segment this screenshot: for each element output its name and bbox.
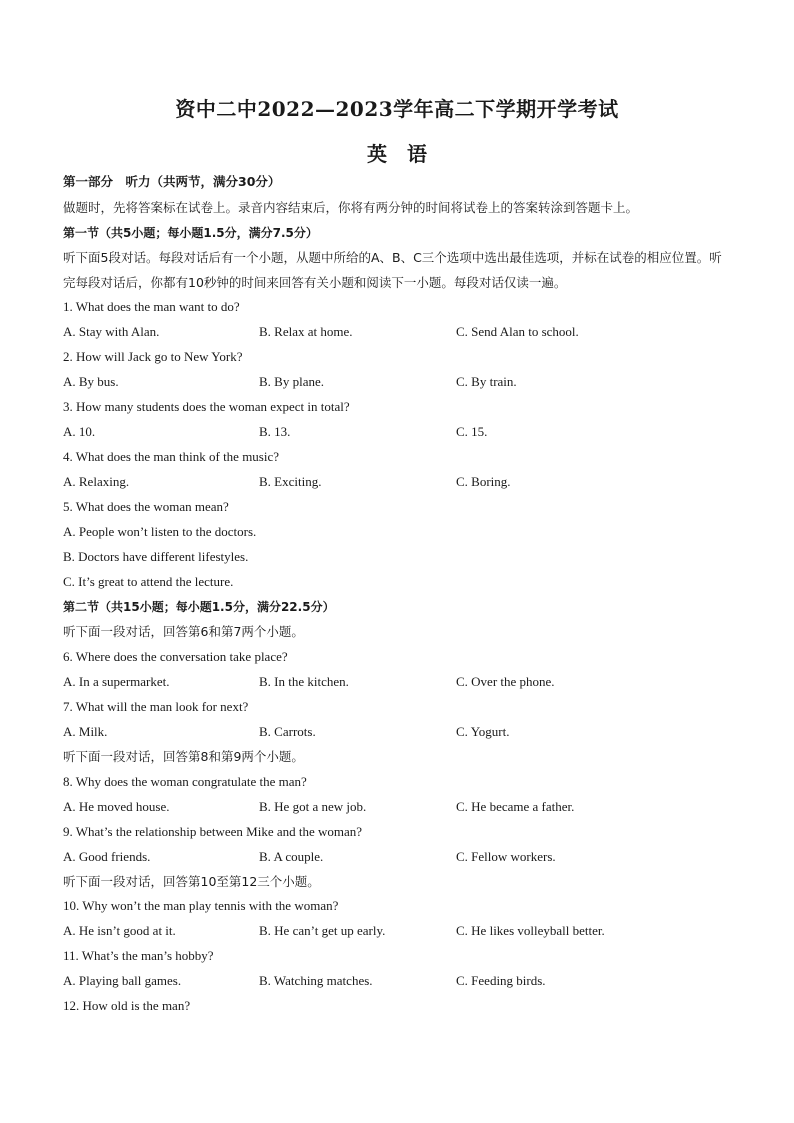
part1-instruction: 做题时，先将答案标在试卷上。录音内容结束后，你将有两分钟的时间将试卷上的答案转涂到答题卡上。: [63, 200, 639, 215]
dialogue-intro-8-9: 听下面一段对话，回答第8和第9两个小题。: [63, 749, 304, 764]
option-c: C. Feeding birds.: [456, 973, 546, 988]
option-b: B. In the kitchen.: [259, 674, 349, 689]
option-c: C. By train.: [456, 374, 517, 389]
question-8: 8. Why does the woman congratulate the man?: [63, 774, 307, 789]
section1-heading: 第一节（共5小题；每小题1.5分，满分7.5分）: [63, 226, 318, 240]
option-a: A. He isn’t good at it.: [63, 923, 176, 938]
question-10: 10. Why won’t the man play tennis with the woman?: [63, 898, 339, 913]
option-c: C. Yogurt.: [456, 724, 510, 739]
dialogue-intro-6-7: 听下面一段对话，回答第6和第7两个小题。: [63, 624, 304, 639]
option-b: B. He got a new job.: [259, 799, 367, 814]
option-b: B. 13.: [259, 424, 291, 439]
question-3: 3. How many students does the woman expect in total?: [63, 399, 350, 414]
question-6: 6. Where does the conversation take place?: [63, 649, 288, 664]
question-11: 11. What’s the man’s hobby?: [63, 948, 214, 963]
question-7: 7. What will the man look for next?: [63, 699, 249, 714]
option-b: B. Exciting.: [259, 474, 322, 489]
option-c: C. Boring.: [456, 474, 511, 489]
option-b: B. Relax at home.: [259, 324, 353, 339]
option-a: A. He moved house.: [63, 799, 170, 814]
question-12: 12. How old is the man?: [63, 998, 191, 1013]
part1-heading: 第一部分 听力（共两节，满分30分）: [63, 174, 281, 189]
question-5: 5. What does the woman mean?: [63, 499, 229, 514]
option-a: A. Stay with Alan.: [63, 324, 160, 339]
option-a: A. People won’t listen to the doctors.: [63, 524, 257, 539]
option-c: C. Fellow workers.: [456, 849, 556, 864]
section1-instruction: 听下面5段对话。每段对话后有一个小题，从题中所给的A、B、C三个选项中选出最佳选项，并标在试卷的相应位置。听完每段对话后，你都有10秒钟的时间来回答有关小题和阅读下一小题。每段对话仅读一遍。: [63, 250, 722, 290]
option-a: A. 10.: [63, 424, 96, 439]
subject-title: 英 语: [367, 142, 427, 166]
option-a: A. In a supermarket.: [63, 674, 170, 689]
question-4: 4. What does the man think of the music?: [63, 449, 280, 464]
option-a: A. Milk.: [63, 724, 108, 739]
option-b: B. He can’t get up early.: [259, 923, 386, 938]
option-c: C. Over the phone.: [456, 674, 555, 689]
option-c: C. Send Alan to school.: [456, 324, 579, 339]
question-2: 2. How will Jack go to New York?: [63, 349, 243, 364]
option-b: B. Watching matches.: [259, 973, 373, 988]
option-c: C. He became a father.: [456, 799, 575, 814]
question-1: 1. What does the man want to do?: [63, 299, 240, 314]
option-a: A. Good friends.: [63, 849, 151, 864]
question-9: 9. What’s the relationship between Mike and the woman?: [63, 824, 363, 839]
dialogue-intro-10-12: 听下面一段对话，回答第10至第12三个小题。: [63, 874, 320, 889]
option-b: B. Carrots.: [259, 724, 316, 739]
option-a: A. Playing ball games.: [63, 973, 182, 988]
exam-title: 资中二中2022—2023学年高二下学期开学考试: [175, 97, 619, 121]
option-c: C. 15.: [456, 424, 488, 439]
option-a: A. By bus.: [63, 374, 119, 389]
option-c: C. It’s great to attend the lecture.: [63, 574, 234, 589]
option-a: A. Relaxing.: [63, 474, 130, 489]
section2-heading: 第二节（共15小题；每小题1.5分，满分22.5分）: [63, 600, 335, 614]
option-b: B. Doctors have different lifestyles.: [63, 549, 249, 564]
option-b: B. By plane.: [259, 374, 324, 389]
option-c: C. He likes volleyball better.: [456, 923, 605, 938]
option-b: B. A couple.: [259, 849, 324, 864]
